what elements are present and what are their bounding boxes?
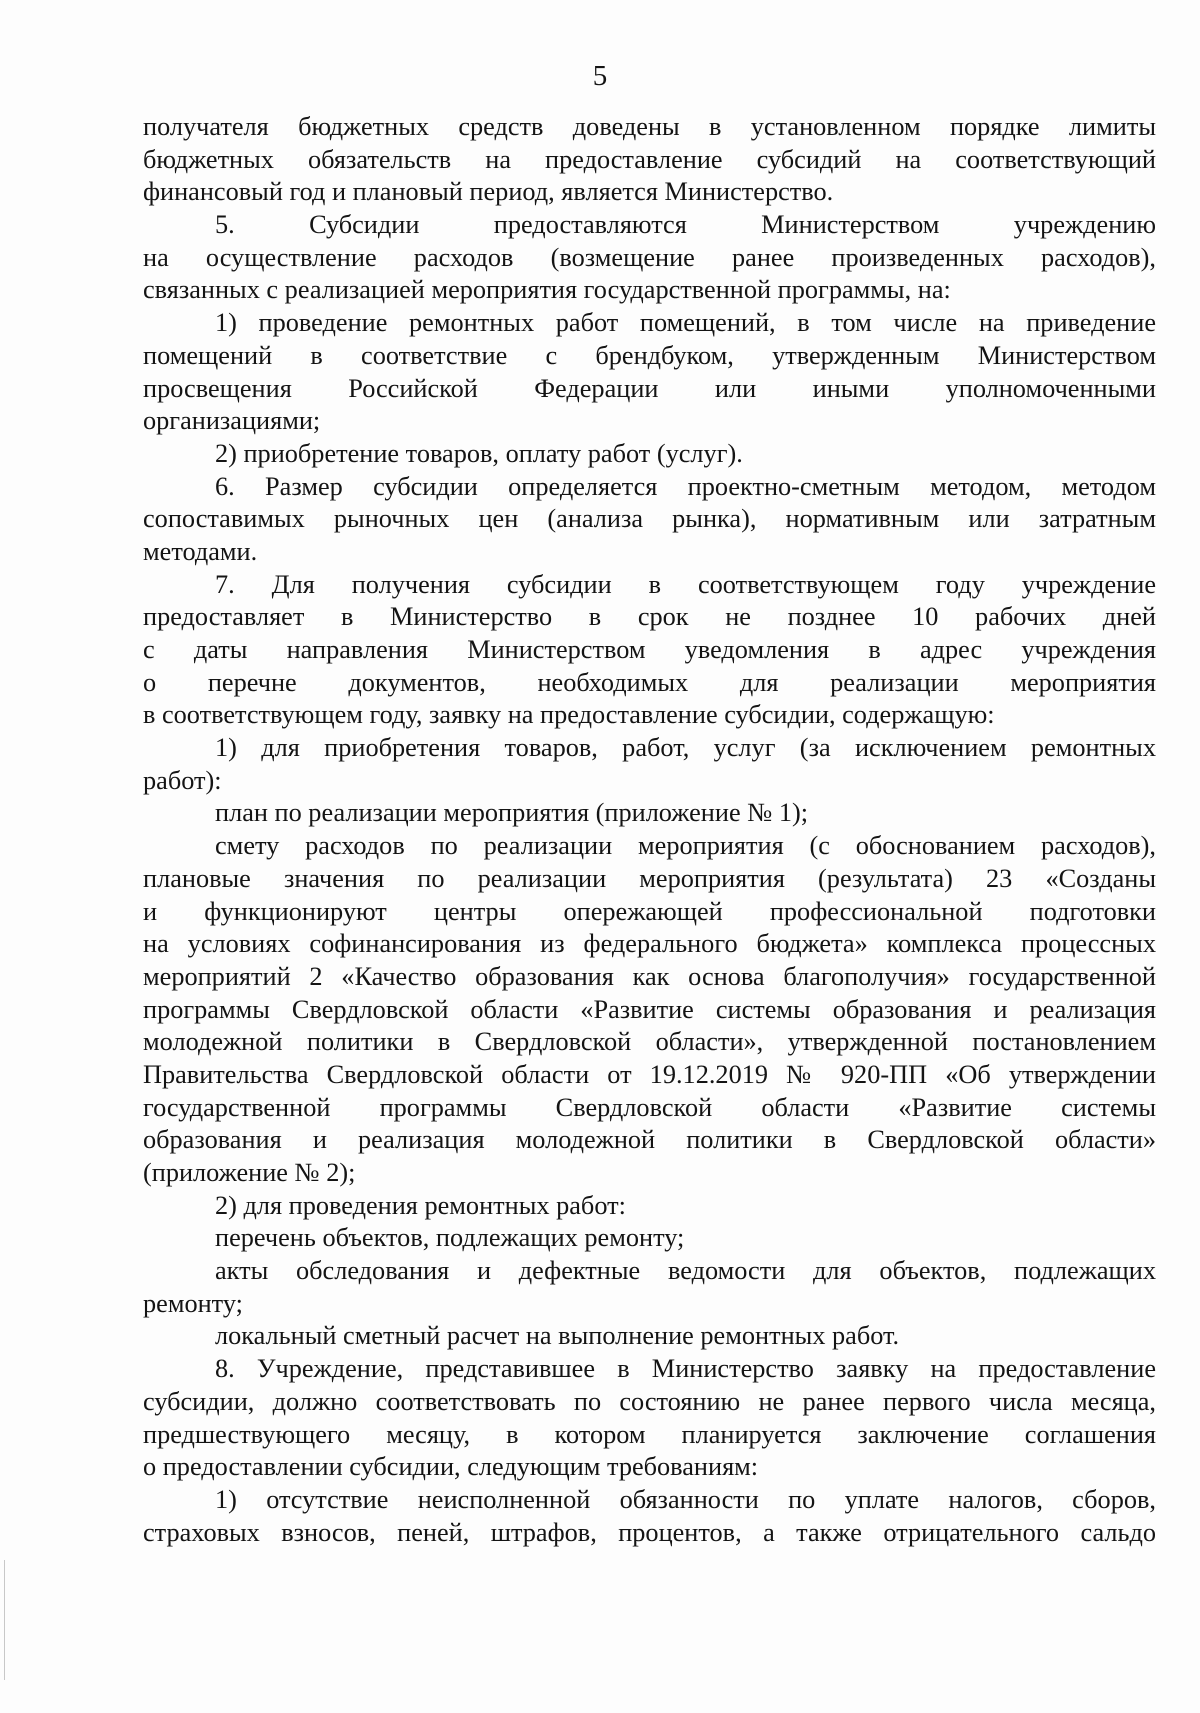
text-line: просвещения Российской Федерации или иными уполномоченными bbox=[143, 373, 1156, 403]
text-line: сопоставимых рыночных цен (анализа рынка), нормативным или затратным bbox=[143, 504, 1156, 534]
text-line: о предоставлении субсидии, следующим требованиям: bbox=[143, 1452, 759, 1482]
text-line: бюджетных обязательств на предоставление субсидий на соответствующий bbox=[143, 144, 1156, 174]
text-line: и функционируют центры опережающей профессиональной подготовки bbox=[143, 896, 1156, 926]
text-line: молодежной политики в Свердловской области», утвержденной постановлением bbox=[143, 1027, 1156, 1057]
text-line: финансовый год и плановый период, является Министерство. bbox=[143, 177, 834, 207]
text-line: 7. Для получения субсидии в соответствующем году учреждение bbox=[215, 569, 1156, 599]
document-body bbox=[143, 111, 1156, 1549]
text-line: с даты направления Министерством уведомления в адрес учреждения bbox=[143, 635, 1156, 664]
text-line: 1) проведение ремонтных работ помещений, в том числе на приведение bbox=[215, 308, 1156, 338]
text-line: (приложение № 2); bbox=[143, 1158, 356, 1187]
text-line: о перечне документов, необходимых для реализации мероприятия bbox=[143, 667, 1156, 697]
text-line: на осуществление расходов (возмещение ранее произведенных расходов), bbox=[143, 242, 1156, 272]
text-line: связанных с реализацией мероприятия государственной программы, на: bbox=[143, 275, 951, 305]
text-line: 2) приобретение товаров, оплату работ (услуг). bbox=[215, 438, 743, 468]
text-line: методами. bbox=[143, 536, 258, 566]
text-line: 1) для приобретения товаров, работ, услуг (за исключением ремонтных bbox=[215, 733, 1156, 763]
text-line: 1) отсутствие неисполненной обязанности по уплате налогов, сборов, bbox=[215, 1484, 1156, 1514]
text-line: акты обследования и дефектные ведомости для объектов, подлежащих bbox=[215, 1256, 1156, 1286]
text-line: на условиях софинансирования из федерального бюджета» комплекса процессных bbox=[143, 929, 1156, 959]
text-line: помещений в соответствие с брендбуком, утвержденным Министерством bbox=[143, 340, 1156, 370]
scan-edge-mark bbox=[4, 1560, 5, 1680]
text-line: программы Свердловской области «Развитие системы образования и реализация bbox=[143, 994, 1156, 1024]
text-line: мероприятий 2 «Качество образования как основа благополучия» государственной bbox=[143, 961, 1156, 991]
text-line: организациями; bbox=[143, 406, 321, 436]
text-line: получателя бюджетных средств доведены в установленном порядке лимиты bbox=[143, 112, 1156, 141]
text-line: Правительства Свердловской области от 19.12.2019 № 920-ПП «Об утверждении bbox=[143, 1059, 1156, 1089]
text-line: в соответствующем году, заявку на предоставление субсидии, содержащую: bbox=[143, 700, 995, 730]
text-line: страховых взносов, пеней, штрафов, процентов, а также отрицательного сальдо bbox=[143, 1517, 1156, 1547]
text-line: 2) для проведения ремонтных работ: bbox=[215, 1190, 626, 1220]
text-line: предоставляет в Министерство в срок не позднее 10 рабочих дней bbox=[143, 602, 1156, 632]
text-line: предшествующего месяцу, в котором планируется заключение соглашения bbox=[143, 1419, 1156, 1449]
text-line: 8. Учреждение, представившее в Министерство заявку на предоставление bbox=[215, 1354, 1156, 1384]
page-number: 5 bbox=[592, 60, 608, 92]
text-line: образования и реализация молодежной политики в Свердловской области» bbox=[143, 1125, 1156, 1155]
text-line: ремонту; bbox=[143, 1288, 243, 1318]
text-line: 6. Размер субсидии определяется проектно-сметным методом, методом bbox=[215, 471, 1156, 501]
text-line: работ): bbox=[143, 765, 222, 795]
text-line: 5. Субсидии предоставляются Министерством учреждению bbox=[215, 210, 1156, 240]
text-line: плановые значения по реализации мероприятия (результата) 23 «Созданы bbox=[143, 863, 1156, 893]
text-line: перечень объектов, подлежащих ремонту; bbox=[215, 1223, 685, 1253]
text-line: субсидии, должно соответствовать по состоянию не ранее первого числа месяца, bbox=[143, 1386, 1156, 1416]
text-line: локальный сметный расчет на выполнение ремонтных работ. bbox=[215, 1321, 900, 1351]
text-line: план по реализации мероприятия (приложение № 1); bbox=[215, 798, 809, 828]
text-line: государственной программы Свердловской области «Развитие системы bbox=[143, 1092, 1156, 1122]
text-line: смету расходов по реализации мероприятия (с обоснованием расходов), bbox=[215, 831, 1156, 861]
